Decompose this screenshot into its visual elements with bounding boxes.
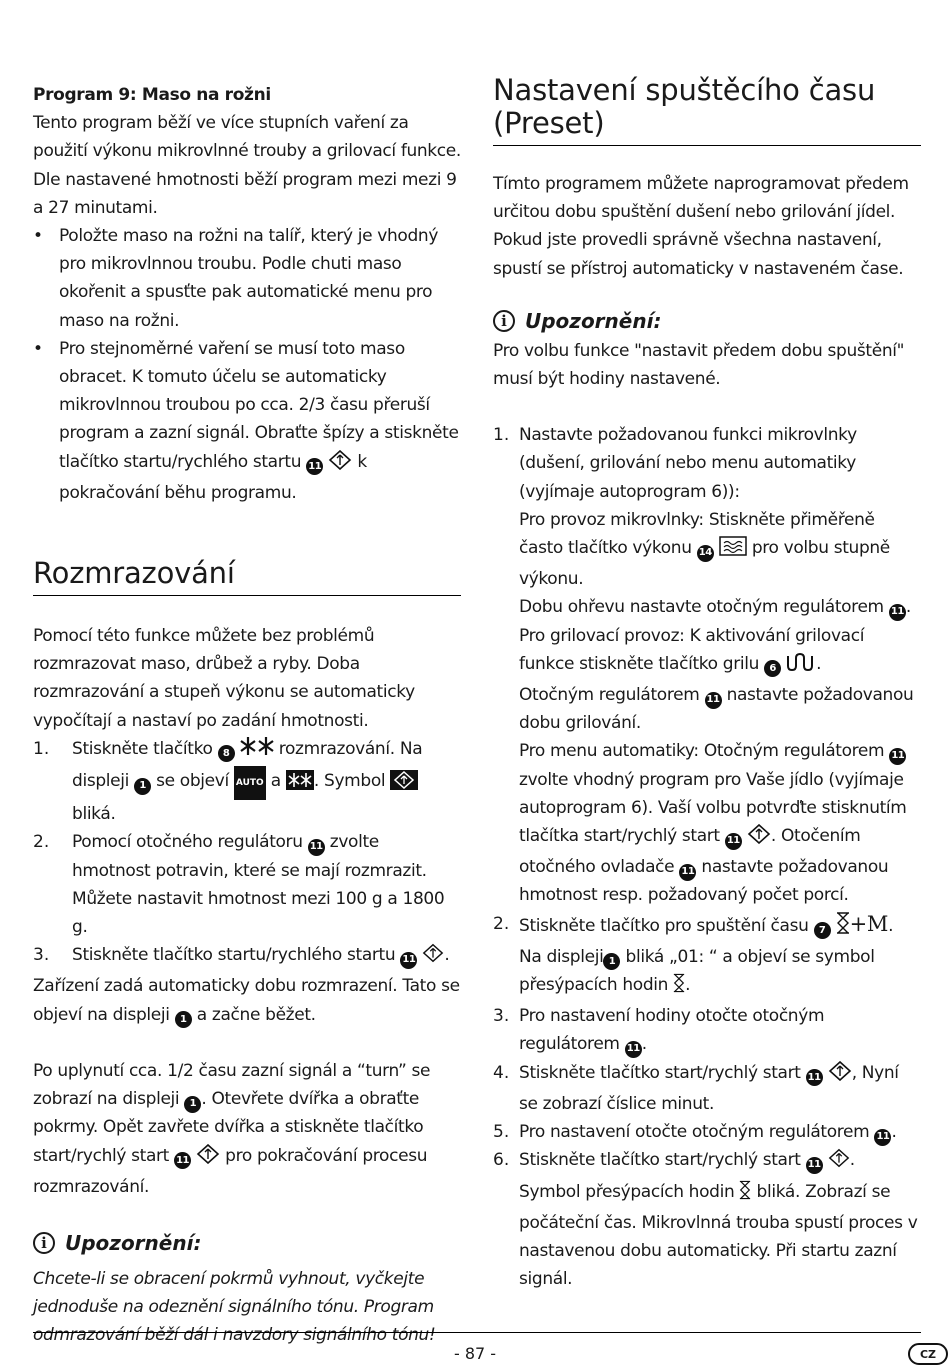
list-item: 1. Stiskněte tlačítko 8 rozmrazování. Na displeji 1 se objeví AUTO a . Symbol bliká. bbox=[33, 735, 461, 829]
start-icon bbox=[747, 824, 771, 853]
ref-11: 11 bbox=[725, 833, 742, 850]
ref-11: 11 bbox=[806, 1157, 823, 1174]
info-icon: i bbox=[33, 1232, 55, 1254]
program9-intro: Tento program běží ve více stupních vaření za použití výkonu mikrovlnné trouby a grilovací funkce. Dle nastavené hmotnosti běží program mezi mezi 9 a 27 minutami. bbox=[33, 113, 461, 218]
hourglass-icon bbox=[836, 912, 850, 943]
grill-icon bbox=[786, 652, 816, 681]
ref-11: 11 bbox=[174, 1152, 191, 1169]
ref-1: 1 bbox=[603, 953, 620, 970]
defrost-icon bbox=[240, 735, 274, 766]
ref-11: 11 bbox=[306, 458, 323, 475]
ref-11: 11 bbox=[874, 1129, 891, 1146]
ref-1: 1 bbox=[134, 778, 151, 795]
note-heading: i Upozornění: bbox=[493, 309, 921, 333]
list-item: 2. Stiskněte tlačítko pro spuštění času 7 +M. Na displeji 1 bliká „01: “ a objeví se symbol přesýpacích hodin . bbox=[493, 910, 921, 1003]
ref-8: 8 bbox=[218, 745, 235, 762]
list-item: • Položte maso na rožni na talíř, který je vhodný pro mikrovlnnou troubu. Podle chuti maso okořenit a spusťte pak automatické menu pro maso na rožni. bbox=[33, 226, 439, 331]
ref-1: 1 bbox=[184, 1096, 201, 1113]
list-item: 1. Nastavte požadovanou funkci mikrovlnky (dušení, grilování nebo menu automatiky (vyjímaje autoprogram 6)): Pro provoz mikrovlnky: Stiskněte přiměřeně často tlačítko výkonu 14 pro volbu stupně výkonu. Dobu ohřevu nastavte otočným regulátorem 11 . Pro grilovací provoz: K aktivování grilovací funkce stiskněte tlačítko grilu 6 . Otočným regulátorem 11 nastavte požadovanou dobu grilování. Pro menu automatiky: Otočným regulátorem 11 zvolte vhodný program pro Vaše jídlo (vyjímaje autoprogram 6). Vaší volbu potvrďte stisknutím tlačítka start/rychlý start 11 . Otočením otočného ovladače 11 nastavte požadovanou hmotnost resp. požadovaný počet porcí. bbox=[493, 425, 914, 906]
preset-heading: Nastavení spuštěcího času (Preset) bbox=[493, 74, 921, 146]
start-icon bbox=[328, 450, 352, 479]
language-badge: CZ bbox=[908, 1343, 948, 1365]
note-text: Chcete-li se obracení pokrmů vyhnout, vyčkejte jednoduše na odeznění signálního tónu. Program odmrazování běží dál i navzdory signálního tónu! bbox=[33, 1268, 436, 1346]
info-icon: i bbox=[493, 310, 515, 332]
preset-mem-label: +M bbox=[849, 911, 889, 936]
ref-11: 11 bbox=[625, 1041, 642, 1058]
note-text: Pro volbu funkce "nastavit předem dobu spuštění" musí být hodiny nastavené. bbox=[493, 340, 905, 390]
start-icon bbox=[196, 1144, 220, 1173]
list-item: 6. Stiskněte tlačítko start/rychlý start 11 . Symbol přesýpacích hodin bliká. Zobrazí se počáteční čas. Mikrovlnná trouba spustí proces v nastavenou dobu automaticky. Při startu zazní signál. bbox=[493, 1150, 918, 1290]
defrost-heading: Rozmrazování bbox=[33, 557, 461, 596]
note-heading: i Upozornění: bbox=[33, 1231, 461, 1255]
ref-1: 1 bbox=[175, 1011, 192, 1028]
ref-11: 11 bbox=[400, 952, 417, 969]
defrost-turn: Po uplynutí cca. 1/2 času zazní signál a “turn” se zobrazí na displeji 1 . Otevřete dvířka a obraťte pokrmy. Opět zavřete dvířka a stiskněte tlačítko start/rychlý start 11 pro pokračování procesu rozmrazování. bbox=[33, 1060, 431, 1197]
list-item: 4. Stiskněte tlačítko start/rychlý start 11 , Nyní se zobrazí číslice minut. bbox=[493, 1062, 899, 1114]
display-auto-indicator: AUTO bbox=[234, 766, 266, 800]
ref-11: 11 bbox=[889, 604, 906, 621]
list-item: 5. Pro nastavení otočte otočným regulátorem 11 . bbox=[493, 1118, 921, 1146]
ref-6: 6 bbox=[764, 660, 781, 677]
ref-11: 11 bbox=[705, 692, 722, 709]
list-item: 3. Stiskněte tlačítko startu/rychlého startu 11 . bbox=[33, 941, 461, 972]
start-icon bbox=[828, 1148, 850, 1177]
display-defrost-indicator bbox=[286, 770, 314, 790]
left-column bbox=[33, 78, 461, 1350]
hourglass-icon bbox=[739, 1180, 751, 1209]
page-number: - 87 - bbox=[453, 1344, 497, 1363]
ref-11: 11 bbox=[806, 1069, 823, 1086]
right-column bbox=[493, 74, 921, 1293]
list-item: • Pro stejnoměrné vaření se musí toto maso obracet. K tomuto účelu se automaticky mikrovlnnou troubou po cca. 2/3 času přeruší program a zazní signál. Obraťte špízy a stiskněte tlačítko startu/rychlého startu 11 k pokračování běhu programu. bbox=[33, 338, 459, 503]
defrost-intro: Pomocí této funkce můžete bez problémů rozmrazovat maso, drůbež a ryby. Doba rozmrazování a stupeň výkonu se automaticky vypočítají a nastaví po zadání hmotnosti. bbox=[33, 626, 415, 731]
preset-intro: Tímto programem můžete naprogramovat předem určitou dobu spuštění dušení nebo grilování jídel. Pokud jste provedli správně všechna nastavení, spustí se přístroj automaticky v nastaveném čase. bbox=[493, 174, 909, 279]
list-item: 3. Pro nastavení hodiny otočte otočným regulátorem 11 . bbox=[493, 1002, 921, 1058]
ref-11: 11 bbox=[679, 864, 696, 881]
ref-7: 7 bbox=[814, 922, 831, 939]
defrost-after: Zařízení zadá automaticky dobu rozmrazení. Tato se objeví na displeji 1 a začne běžet. bbox=[33, 972, 461, 1028]
ref-14: 14 bbox=[697, 545, 714, 562]
power-icon bbox=[719, 536, 747, 565]
ref-11: 11 bbox=[889, 748, 906, 765]
start-icon bbox=[828, 1061, 852, 1090]
list-item: 2. Pomocí otočného regulátoru 11 zvolte hmotnost potravin, které se mají rozmrazit. Můžete nastavit hmotnost mezi 100 g a 1800 g. bbox=[33, 832, 445, 938]
start-icon bbox=[422, 943, 444, 972]
program9-heading: Program 9: Maso na rožni bbox=[33, 85, 271, 105]
display-start-indicator bbox=[390, 770, 418, 790]
hourglass-icon bbox=[673, 973, 685, 1002]
footer-divider bbox=[33, 1332, 921, 1333]
ref-11: 11 bbox=[308, 839, 325, 856]
